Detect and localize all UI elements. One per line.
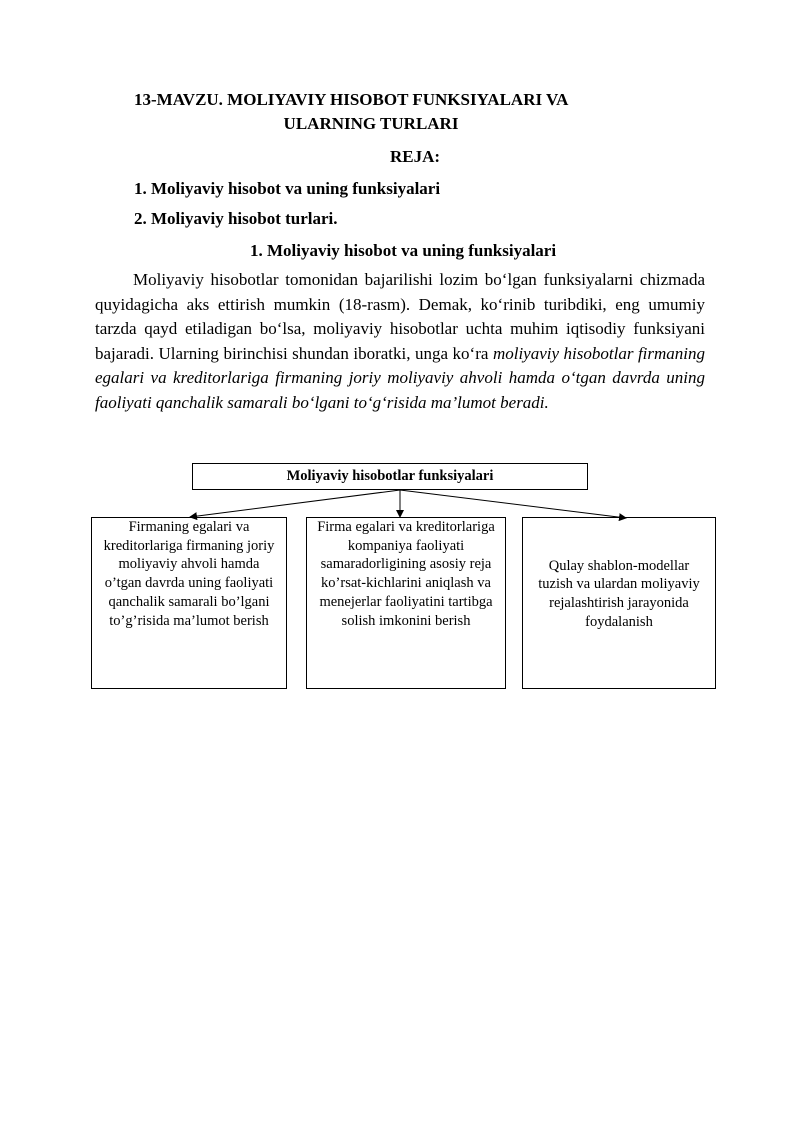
function-box-3 xyxy=(522,517,716,689)
document-title xyxy=(134,88,654,136)
paragraph-plain-text: Moliyaviy hisobotlar tomonidan bajarilishi lozim bo‘lgan funksiyalarni chizmada quyidagicha aks ettirish mumkin (18-rasm). Demak, ko‘rinib turibdiki, eng umumiy tarzda qayd etiladigan bo‘lsa, moliyaviy hisobotlar uchta muhim iqtisodiy funksiyani bajaradi. Ularning birinchisi shundan iboratki, unga ko‘ra xyxy=(95,270,705,363)
body-paragraph xyxy=(95,268,705,416)
function-box-3-text: Qulay shablon-modellar tuzish va ulardan moliyaviy rejalashtirish jarayonida foydalanish xyxy=(538,557,700,630)
title-line-1: 13-MAVZU. MOLIYAVIY HISOBOT FUNKSIYALARI VA xyxy=(134,90,569,109)
arrow-to-box-3 xyxy=(400,490,626,518)
arrow-to-box-1 xyxy=(190,490,400,517)
diagram-root-box: Moliyaviy hisobotlar funksiyalari xyxy=(192,463,588,490)
plan-item-2: 2. Moliyaviy hisobot turlari. xyxy=(134,209,338,228)
title-line-2: ULARNING TURLARI xyxy=(283,114,459,133)
function-box-2 xyxy=(306,517,506,689)
paragraph-italic-text: moliyaviy hisobotlar firmaning egalari va kreditorlariga firmaning joriy moliyaviy ahvoli hamda o‘tgan davrda uning faoliyati qanchalik samarali bo‘lgani to‘g‘risida ma’lumot beradi. xyxy=(95,343,706,412)
section-heading: 1. Moliyaviy hisobot va uning funksiyalari xyxy=(250,241,557,260)
plan-heading: REJA: xyxy=(390,147,441,166)
plan-item-1: 1. Moliyaviy hisobot va uning funksiyalari xyxy=(134,179,441,198)
function-box-1 xyxy=(91,517,287,689)
function-box-1-text: Firmaning egalari va kreditorlariga firmaning joriy moliyaviy ahvoli hamda o’tgan davrda uning faoliyati qanchalik samarali bo’lgani to’g’risida ma’lumot berish xyxy=(103,519,275,629)
function-box-2-text: Firma egalari va kreditorlariga kompaniya faoliyati samaradorligining asosiy reja ko’rsat-kichlarini aniqlash va menejerlar faoliyatini tartibga solish imkonini berish xyxy=(317,519,495,629)
